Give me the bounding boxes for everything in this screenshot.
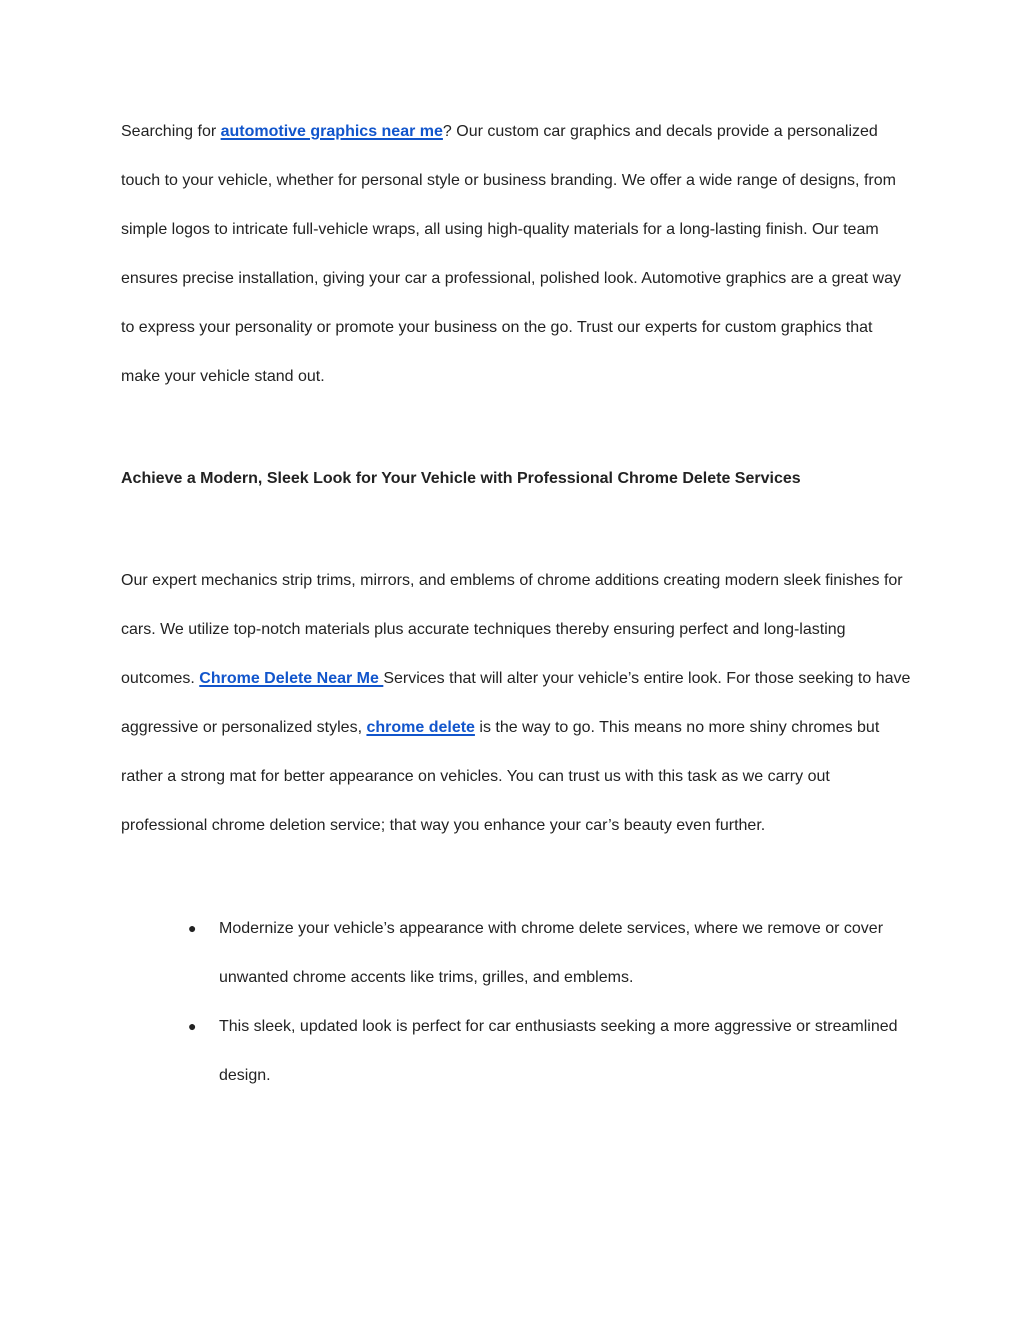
automotive-graphics-link[interactable]: automotive graphics near me bbox=[220, 123, 443, 140]
list-item bbox=[188, 1002, 911, 1100]
intro-prefix: Searching for bbox=[121, 123, 221, 140]
document-body bbox=[121, 107, 911, 1100]
chrome-paragraph-part1: Our expert mechanics strip trims, mirrors, and emblems of chrome additions creating modern sleek finishes for cars. We utilize top-notch materials plus accurate techniques thereby ensuring perfect and long-lasting outcomes. bbox=[121, 572, 903, 687]
section-heading: Achieve a Modern, Sleek Look for Your Vehicle with Professional Chrome Delete Services bbox=[121, 470, 801, 487]
chrome-paragraph-part3: is the way to go. This means no more shiny chromes but rather a strong mat for better appearance on vehicles. You can trust us with this task as we carry out professional chrome deletion service; that way you enhance your car’s beauty even further. bbox=[121, 719, 880, 834]
spacer bbox=[121, 503, 911, 556]
benefits-list bbox=[121, 904, 911, 1100]
chrome-delete-near-me-link[interactable]: Chrome Delete Near Me bbox=[199, 670, 384, 687]
intro-text: ? Our custom car graphics and decals provide a personalized touch to your vehicle, whether for personal style or business branding. We offer a wide range of designs, from simple logos to intricate full-vehicle wraps, all using high-quality materials for a long-lasting finish. Our team ensures precise installation, giving your car a professional, polished look. Automotive graphics are a great way to express your personality or promote your business on the go. Trust our experts for custom graphics that make your vehicle stand out. bbox=[121, 123, 901, 385]
chrome-paragraph-part2: Services that will alter your vehicle’s entire look. For those seeking to have aggressive or personalized styles, bbox=[121, 670, 911, 736]
list-item-text: This sleek, updated look is perfect for car enthusiasts seeking a more aggressive or streamlined design. bbox=[219, 1018, 898, 1084]
list-item-text: Modernize your vehicle’s appearance with chrome delete services, where we remove or cover unwanted chrome accents like trims, grilles, and emblems. bbox=[219, 920, 884, 986]
list-item bbox=[188, 904, 911, 1002]
chrome-delete-paragraph bbox=[121, 556, 911, 850]
spacer bbox=[121, 401, 911, 454]
intro-paragraph bbox=[121, 107, 911, 401]
chrome-delete-link[interactable]: chrome delete bbox=[366, 719, 475, 736]
bullet-icon: ● bbox=[188, 1018, 197, 1034]
spacer bbox=[121, 850, 911, 904]
bullet-icon: ● bbox=[188, 920, 197, 936]
